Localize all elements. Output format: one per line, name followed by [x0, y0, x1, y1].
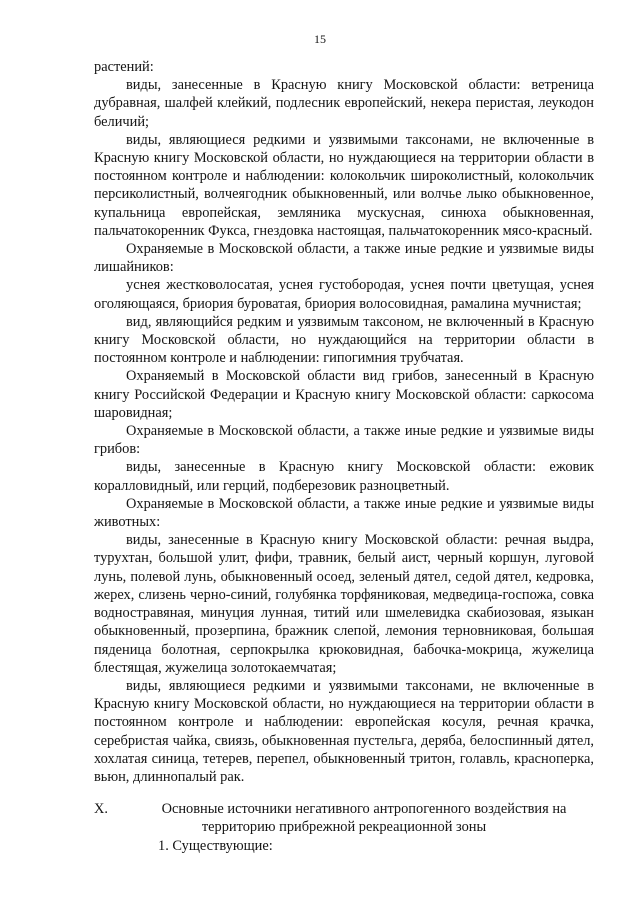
- paragraph: уснея жестковолосатая, уснея густобородая, уснея почти цветущая, уснея оголяющаяся, бриория буроватая, бриория волосовидная, рамалина мучнистая;: [94, 277, 594, 312]
- section-heading: [94, 800, 594, 836]
- paragraph: виды, занесенные в Красную книгу Московской области: ежовик коралловидный, или герций, подберезовик разноцветный.: [94, 459, 594, 494]
- paragraph: Охраняемые в Московской области, а также иные редкие и уязвимые виды грибов:: [94, 423, 594, 458]
- paragraph: виды, занесенные в Красную книгу Московской области: ветреница дубравная, шалфей клейкий, подлесник европейский, некера перистая, леукодон беличий;: [94, 77, 594, 130]
- list-start-text: 1. Существующие:: [158, 837, 273, 854]
- paragraph: виды, являющиеся редкими и уязвимыми таксонами, не включенные в Красную книгу Московской области, но нуждающиеся на территории области в постоянном контроле и наблюдении: колокольчик широколистный, колокольчик персиколистный, волчеягодник обыкновенный, или волчье лыко обыкновенное, купальница европейская, земляника мускусная, синюха обыкновенная, пальчатокоренник Фукса, гнездовка настоящая, пальчатокоренник мясо-красный.: [94, 131, 594, 239]
- paragraph: виды, являющиеся редкими и уязвимыми таксонами, не включенные в Красную книгу Московской области, но нуждающиеся на территории области в постоянном контроле и наблюдении: европейская косуля, речная крачка, серебристая чайка, свиязь, обыкновенная пустельга, деряба, белоспинный дятел, хохлатая синица, тетерев, перепел, обыкновенный тритон, голавль, красноперка, вьюн, длиннопалый рак.: [94, 677, 594, 785]
- page-number: 15: [314, 32, 326, 46]
- paragraph: Охраняемый в Московской области вид грибов, занесенный в Красную книгу Российской Федерации и Красную книгу Московской области: саркосома шаровидная;: [94, 368, 594, 421]
- paragraph: растений:: [94, 59, 154, 75]
- paragraph: Охраняемые в Московской области, а также иные редкие и уязвимые виды лишайников:: [94, 241, 594, 276]
- paragraph: виды, занесенные в Красную книгу Московской области: речная выдра, турухтан, большой улит, фифи, травник, белый аист, черный коршун, луговой лунь, полевой лунь, обыкновенный осоед, зеленый дятел, седой дятел, кедровка, жерех, слизень черно-синий, голубянка торфяниковая, медведица-госпожа, совка водностравяная, минуция лунная, титий или шмелевидка скабиозовая, языкан обыкновенный, прозерпина, бражник слепой, лемония терновниковая, большая пяденица болотная, серпокрылка крюковидная, бабочка-мокрица, жужелица блестящая, жужелица золотокаемчатая;: [94, 532, 594, 676]
- section-title-line-1: Основные источники негативного антропогенного воздействия на: [161, 801, 567, 818]
- document-body: [94, 58, 594, 855]
- section-title-line-2: территорию прибрежной рекреационной зоны: [201, 819, 487, 836]
- list-item-heading: [94, 837, 594, 855]
- paragraph: вид, являющийся редким и уязвимым таксоном, не включенный в Красную книгу Московской области, но нуждающийся на территории области в постоянном контроле и наблюдении: гипогимния трубчатая.: [94, 313, 594, 367]
- paragraph: Охраняемые в Московской области, а также иные редкие и уязвимые виды животных:: [94, 495, 594, 531]
- section-number: X.: [94, 801, 108, 818]
